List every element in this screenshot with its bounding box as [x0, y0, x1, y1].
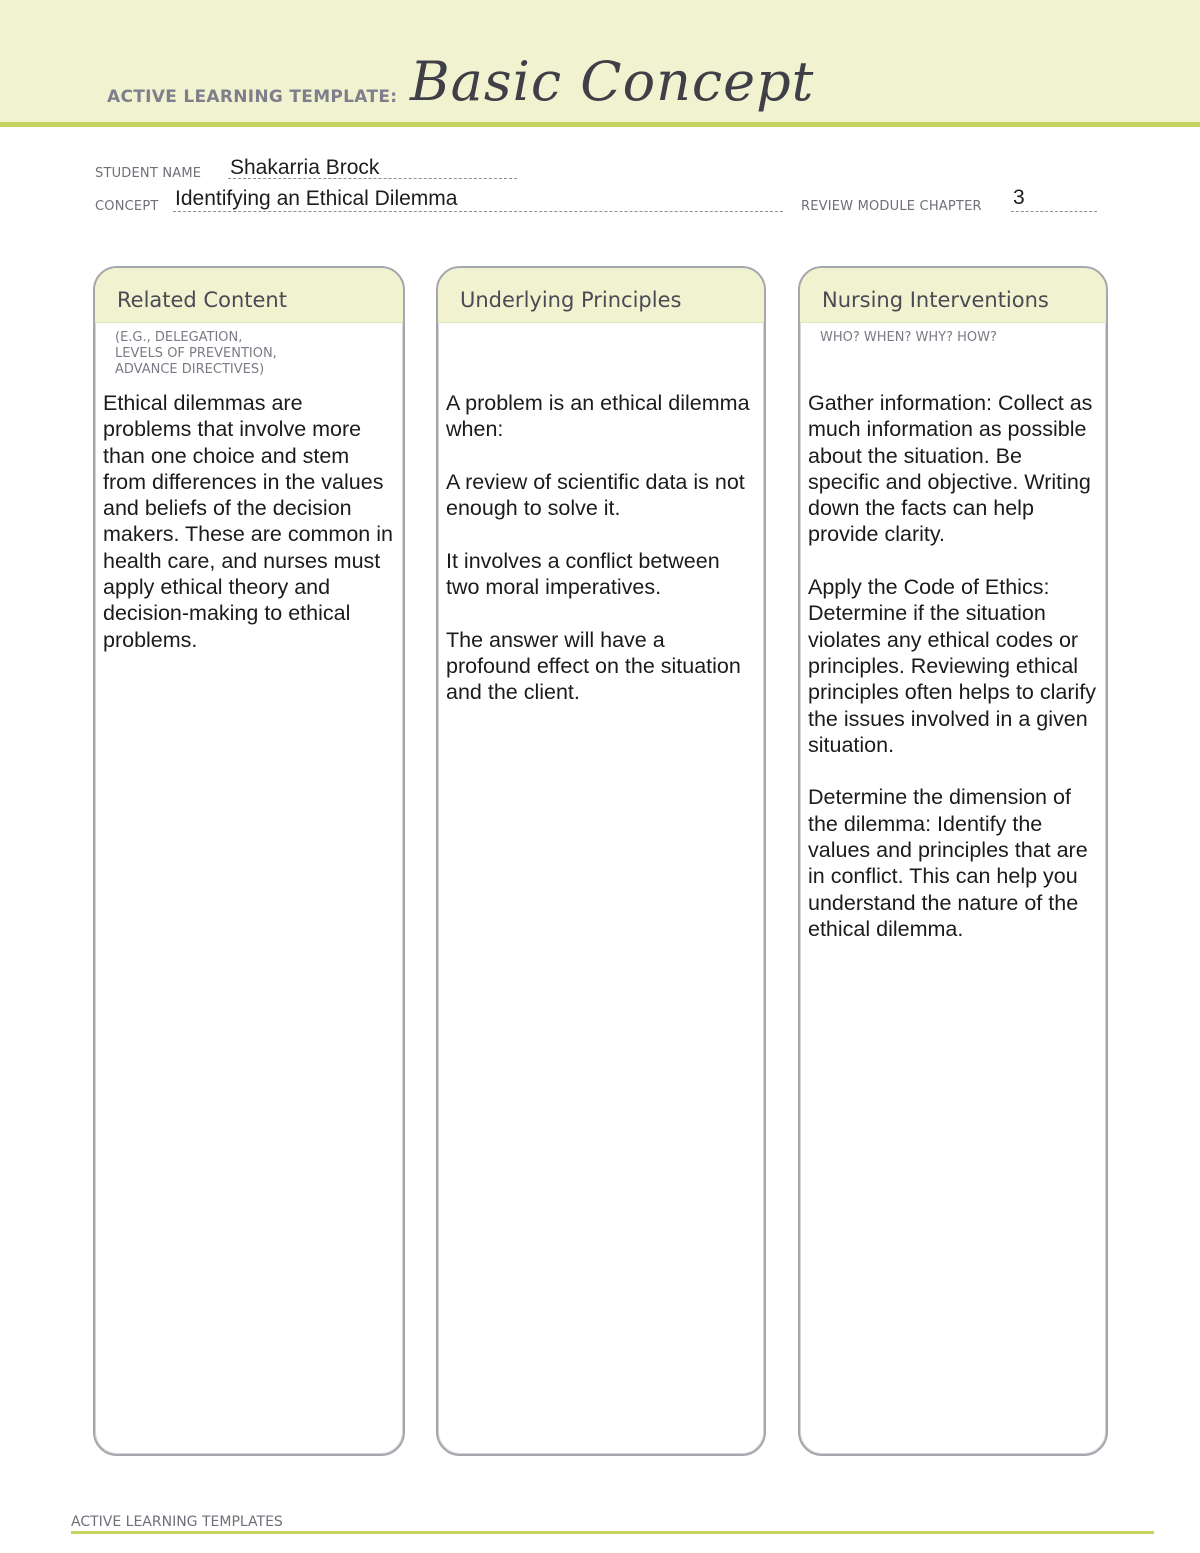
paragraph: Apply the Code of Ethics: Determine if the situation violates any ethical codes or principles. Reviewing ethical principles often helps to clarify the issues involved in a given situation. [808, 575, 1097, 757]
paragraph: Determine the dimension of the dilemma: Identify the values and principles that are in conflict. This can help you understand the nature of the ethical dilemma. [808, 785, 1088, 941]
footer-rule [71, 1531, 1154, 1534]
paragraph: The answer will have a profound effect on the situation and the client. [446, 627, 741, 705]
panel-title: Underlying Principles [460, 288, 682, 312]
panel-title: Nursing Interventions [822, 288, 1049, 312]
chapter-label: REVIEW MODULE CHAPTER [801, 199, 982, 214]
chapter-line [1011, 211, 1097, 212]
related-content-panel [93, 266, 405, 1456]
underlying-principles-text[interactable] [446, 390, 754, 732]
concept-field[interactable]: Identifying an Ethical Dilemma [175, 187, 458, 210]
panel-title: Related Content [117, 288, 287, 312]
related-content-text[interactable] [103, 390, 393, 679]
student-name-label: STUDENT NAME [95, 166, 202, 181]
student-name-field[interactable]: Shakarria Brock [230, 156, 380, 179]
template-label: ACTIVE LEARNING TEMPLATE: [107, 87, 398, 107]
paragraph: Gather information: Collect as much information as possible about the situation. Be specific and objective. Writing down the facts can help provide clarity. [808, 391, 1093, 547]
panel-hint: WHO? WHEN? WHY? HOW? [820, 330, 997, 345]
panel-hint: (E.G., DELEGATION, LEVELS OF PREVENTION, ADVANCE DIRECTIVES) [115, 330, 277, 377]
header-rule [0, 122, 1200, 127]
paragraph: Ethical dilemmas are problems that involve more than one choice and stem from differences in the values and beliefs of the decision makers. These are common in health care, and nurses must apply ethical theory and decision-making to ethical problems. [103, 391, 393, 652]
nursing-interventions-panel [798, 266, 1108, 1456]
footer-label: ACTIVE LEARNING TEMPLATES [71, 1514, 283, 1530]
paragraph: A review of scientific data is not enough to solve it. [446, 469, 745, 521]
nursing-interventions-text[interactable] [808, 390, 1096, 969]
chapter-field[interactable]: 3 [1013, 186, 1025, 209]
underlying-principles-panel [436, 266, 766, 1456]
template-title: Basic Concept [410, 50, 815, 113]
paragraph: It involves a conflict between two moral imperatives. [446, 548, 720, 600]
concept-line [173, 211, 783, 212]
concept-label: CONCEPT [95, 199, 159, 214]
paragraph: A problem is an ethical dilemma when: [446, 391, 750, 442]
